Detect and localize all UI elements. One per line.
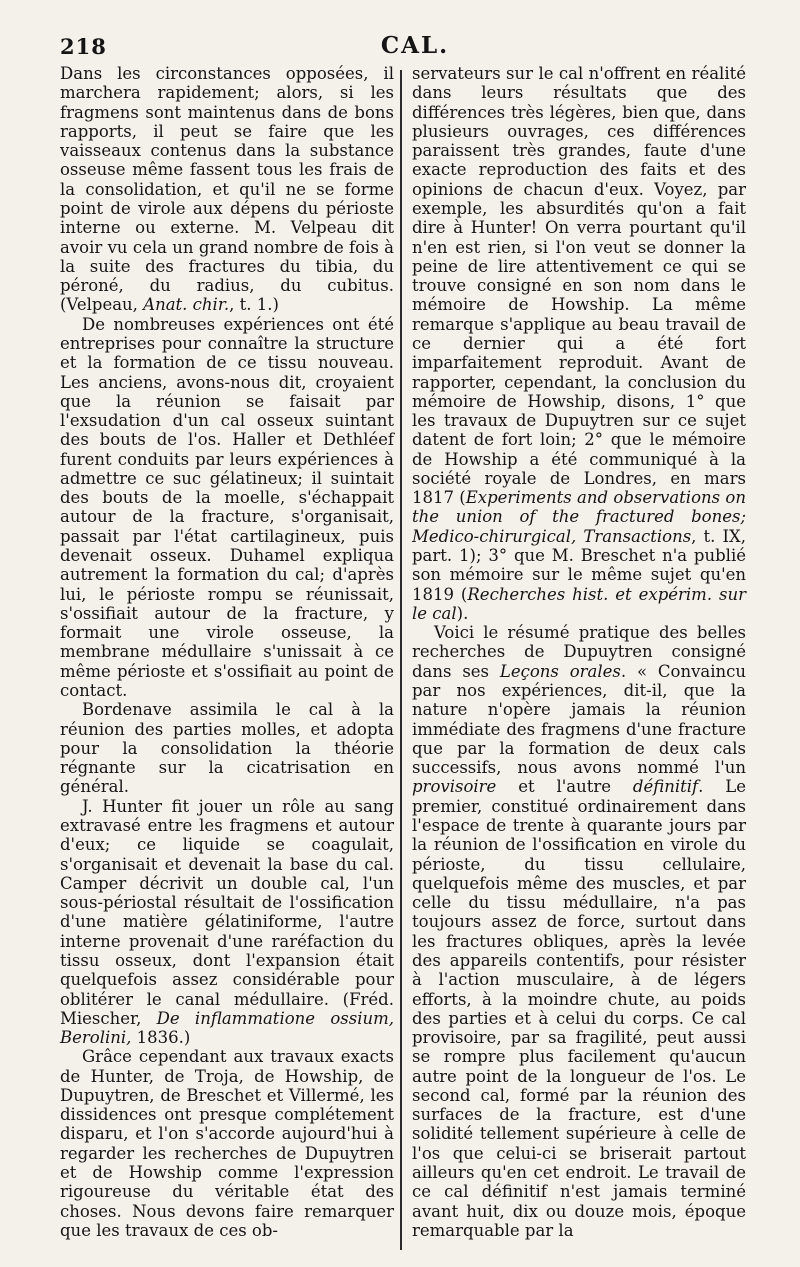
page-number: 218 <box>60 34 107 59</box>
running-head: CAL. <box>380 32 450 59</box>
left-column <box>60 64 394 1240</box>
paragraph: Dans les circonstances opposées, il marchera rapidement; alors, si les fragmens sont maintenus dans de bons rapports, il peut se faire que les vaisseaux contenus dans la substance osseuse même fassent tous les frais de la consolidation, et qu'il ne se forme point de virole aux dépens du périoste interne ou externe. M. Velpeau dit avoir vu cela un grand nombre de fois à la suite des fractures du tibia, du péroné, du radius, du cubitus. (Velpeau, Anat. chir., t. 1.) <box>60 64 394 315</box>
paragraph: Voici le résumé pratique des belles recherches de Dupuytren consigné dans ses Leçons orales. « Convaincu par nos expériences, dit-il, que la nature n'opère jamais la réunion immédiate des fragmens d'une fracture que par la formation de deux cals successifs, nous avons nommé l'un provisoire et l'autre définitif. Le premier, constitué ordinairement dans l'espace de trente à quarante jours par la réunion de l'ossification en virole du périoste, du tissu cellulaire, quelquefois même des muscles, et par celle du tissu médullaire, n'a pas toujours assez de force, surtout dans les fractures obliques, après la levée des appareils contentifs, pour résister à l'action musculaire, à de légers efforts, à la moindre chute, au poids des parties et à celui du corps. Ce cal provisoire, par sa fragilité, peut aussi se rompre plus facilement qu'aucun autre point de la longueur de l'os. Le second cal, formé par la réunion des surfaces de la fracture, est d'une solidité tellement supérieure à celle de l'os que celui-ci se briserait partout ailleurs qu'en cet endroit. Le travail de ce cal définitif n'est jamais terminé avant huit, dix ou douze mois, époque remarquable par la <box>412 623 747 1240</box>
paragraph: J. Hunter fit jouer un rôle au sang extravasé entre les fragmens et autour d'eux; ce liquide se coagulait, s'organisait et devenait la base du cal. Camper décrivit un double cal, l'un sous-périostal résultait de l'ossification d'une matière gélatiniforme, l'autre interne provenait d'une raréfaction du tissu osseux, dont l'expansion était quelquefois assez considérable pour oblitérer le canal médullaire. (Fréd. Miescher, De inflammatione ossium, Berolini, 1836.) <box>60 796 394 1048</box>
paragraph: Grâce cependant aux travaux exacts de Hunter, de Troja, de Howship, de Dupuytren, de Breschet et Villermé, les dissidences ont presque complétement disparu, et l'on s'accorde aujourd'hui à regarder les recherches de Dupuytren et de Howship comme l'expression rigoureuse du véritable état des choses. Nous devons faire remarquer que les travaux de ces ob- <box>60 1047 394 1240</box>
right-column <box>412 64 746 1240</box>
paragraph: De nombreuses expériences ont été entreprises pour connaître la structure et la formation de ce tissu nouveau. Les anciens, avons-nous dit, croyaient que la réunion se faisait par l'exsudation d'un cal osseux suintant des bouts de l'os. Haller et Dethléef furent conduits par leurs expériences à admettre ce suc gélatineux; il suintait des bouts de la moelle, s'échappait autour de la fracture, s'organisait, passait par l'état cartilagineux, puis devenait osseux. Duhamel expliqua autrement la formation du cal; d'après lui, le périoste rompu se réunissait, s'ossifiait autour de la fracture, y formait une virole osseuse, la membrane médullaire s'unissait à ce même périoste et s'ossifiait au point de contact. <box>60 314 394 700</box>
column-divider <box>400 70 402 1250</box>
paragraph: Bordenave assimila le cal à la réunion des parties molles, et adopta pour la consolidation la théorie régnante sur la cicatrisation en général. <box>60 700 394 797</box>
paragraph: servateurs sur le cal n'offrent en réalité dans leurs résultats que des différences très légères, bien que, dans plusieurs ouvrages, ces différences paraissent très grandes, faute d'une exacte reproduction des faits et des opinions de chacun d'eux. Voyez, par exemple, les absurdités qu'on a fait dire à Hunter! On verra pourtant qu'il n'en est rien, si l'on veut se donner la peine de lire attentivement ce qui se trouve consigné en son nom dans le mémoire de Howship. La même remarque s'applique au beau travail de ce dernier qui a été fort imparfaitement reproduit. Avant de rapporter, cependant, la conclusion du mémoire de Howship, disons, 1° que les travaux de Dupuytren sur ce sujet datent de fort loin; 2° que le mémoire de Howship a été communiqué à la société royale de Londres, en mars 1817 (Experiments and observations on the union of the fractured bones; Medico-chirurgical, Transactions, t. IX, part. 1); 3° que M. Breschet n'a publié son mémoire sur le même sujet qu'en 1819 (Recherches hist. et expérim. sur le cal). <box>412 64 746 623</box>
page-header <box>60 32 770 62</box>
